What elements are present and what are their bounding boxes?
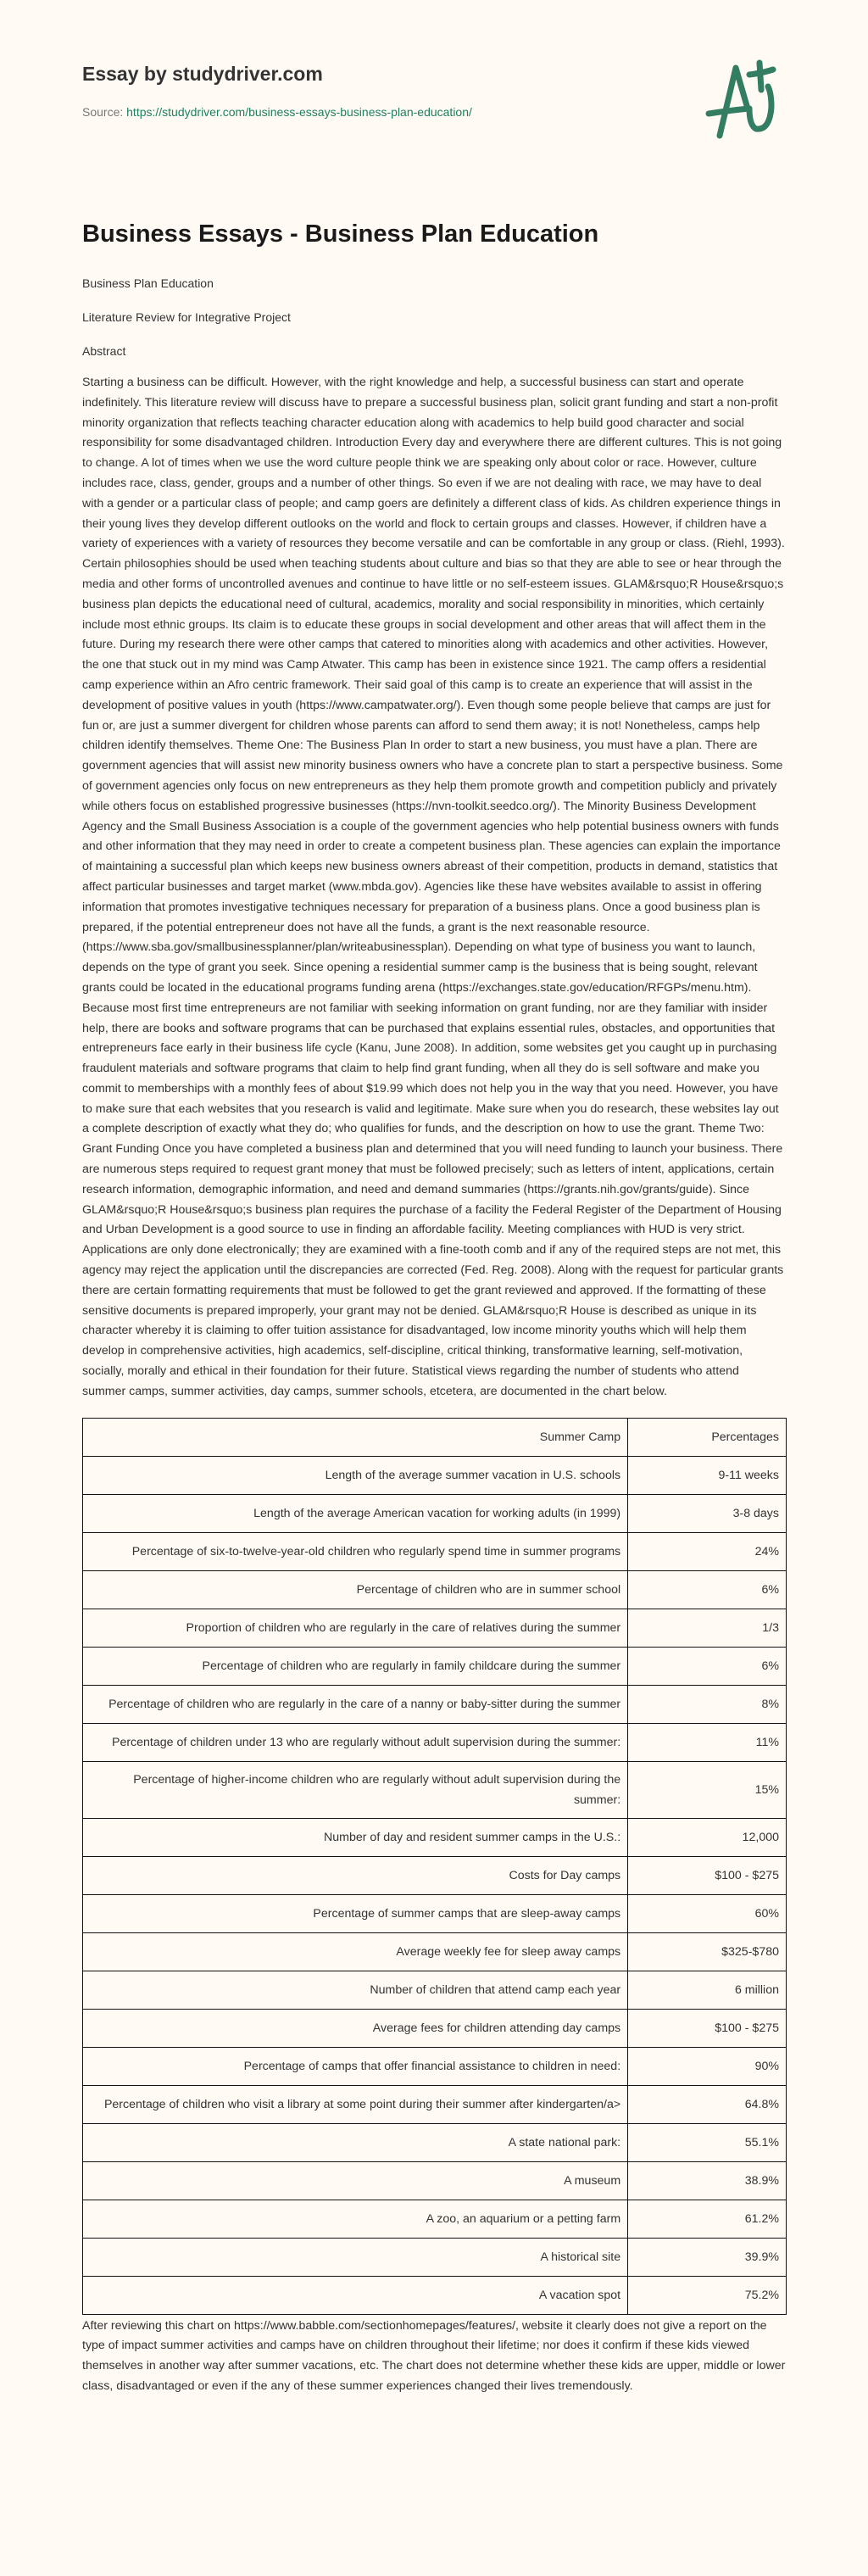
row-value: 61.2% <box>628 2200 787 2238</box>
essay-title: Business Essays - Business Plan Education <box>82 220 599 248</box>
abstract-heading: Abstract <box>82 344 126 358</box>
table-row <box>83 1456 787 1494</box>
row-label: Number of children that attend camp each year <box>83 1971 628 2009</box>
table-row <box>83 2238 787 2276</box>
row-value: 11% <box>628 1723 787 1761</box>
row-label: Percentage of children under 13 who are regularly without adult supervision during the summer: <box>83 1723 628 1761</box>
row-value: 8% <box>628 1685 787 1723</box>
row-value: 15% <box>628 1761 787 1818</box>
row-label: Percentage of higher-income children who are regularly without adult supervision during the summer: <box>83 1761 628 1818</box>
row-value: 90% <box>628 2047 787 2085</box>
table-header-cell: Summer Camp <box>83 1418 628 1456</box>
table-row <box>83 1761 787 1818</box>
table-row <box>83 1856 787 1894</box>
site-header <box>0 0 868 170</box>
row-label: A historical site <box>83 2238 628 2276</box>
row-label: A zoo, an aquarium or a petting farm <box>83 2200 628 2238</box>
table-row <box>83 2047 787 2085</box>
row-value: 6% <box>628 1647 787 1685</box>
row-value: $100 - $275 <box>628 1856 787 1894</box>
table-row <box>83 2009 787 2047</box>
row-label: Length of the average American vacation for working adults (in 1999) <box>83 1494 628 1532</box>
table-row <box>83 1818 787 1856</box>
table-row <box>83 1494 787 1532</box>
row-label: Average weekly fee for sleep away camps <box>83 1932 628 1971</box>
essay-subtitle: Literature Review for Integrative Project <box>82 310 291 324</box>
row-label: Percentage of summer camps that are sleep-away camps <box>83 1894 628 1932</box>
row-label: Number of day and resident summer camps in the U.S.: <box>83 1818 628 1856</box>
row-label: A vacation spot <box>83 2276 628 2314</box>
row-label: Percentage of children who are in summer school <box>83 1570 628 1609</box>
row-value: 38.9% <box>628 2161 787 2200</box>
table-row <box>83 2161 787 2200</box>
source-link[interactable]: https://studydriver.com/business-essays-business-plan-education/ <box>126 105 472 119</box>
table-row <box>83 1647 787 1685</box>
row-value: 24% <box>628 1532 787 1570</box>
row-label: A museum <box>83 2161 628 2200</box>
row-value: $325-$780 <box>628 1932 787 1971</box>
row-label: Percentage of camps that offer financial assistance to children in need: <box>83 2047 628 2085</box>
table-row <box>83 1723 787 1761</box>
table-row <box>83 2200 787 2238</box>
source-label: Source: <box>82 105 127 119</box>
row-label: Percentage of children who are regularly in the care of a nanny or baby-sitter during the summer <box>83 1685 628 1723</box>
row-label: Proportion of children who are regularly in the care of relatives during the summer <box>83 1609 628 1647</box>
table-row <box>83 1971 787 2009</box>
table-row <box>83 1894 787 1932</box>
row-value: 60% <box>628 1894 787 1932</box>
table-row <box>83 1570 787 1609</box>
table-row <box>83 1609 787 1647</box>
row-label: Percentage of children who visit a library at some point during their summer after kindergarten/a> <box>83 2085 628 2123</box>
row-value: 1/3 <box>628 1609 787 1647</box>
row-value: 6% <box>628 1570 787 1609</box>
row-value: 9-11 weeks <box>628 1456 787 1494</box>
row-value: 12,000 <box>628 1818 787 1856</box>
a-plus-grade-icon <box>697 58 798 142</box>
table-row <box>83 1932 787 1971</box>
row-label: Percentage of children who are regularly in family childcare during the summer <box>83 1647 628 1685</box>
essay-content <box>0 219 868 2397</box>
table-header-row <box>83 1418 787 1456</box>
table-row <box>83 2276 787 2314</box>
row-value: 39.9% <box>628 2238 787 2276</box>
essay-subtitle: Business Plan Education <box>82 276 214 290</box>
row-value: $100 - $275 <box>628 2009 787 2047</box>
row-label: Length of the average summer vacation in U.S. schools <box>83 1456 628 1494</box>
table-row <box>83 2085 787 2123</box>
table-row <box>83 1532 787 1570</box>
row-value: 6 million <box>628 1971 787 2009</box>
row-label: Average fees for children attending day camps <box>83 2009 628 2047</box>
row-value: 75.2% <box>628 2276 787 2314</box>
row-label: Costs for Day camps <box>83 1856 628 1894</box>
row-label: Percentage of six-to-twelve-year-old children who regularly spend time in summer programs <box>83 1532 628 1570</box>
table-row <box>83 1685 787 1723</box>
essay-body: Starting a business can be difficult. However, with the right knowledge and help, a successful business can start and operate indefinitely. This literature review will discuss have to prepare a successful business plan, solicit grant funding and start a non-profit minority organization that reflects teaching character education along with academics to help build good character and social responsibility for some disadvantaged children. Introduction Every day and everywhere there are different cultures. This is not going to change. A lot of times when we use the word culture people think we are speaking only about color or race. However, culture includes race, class, gender, groups and a number of other things. So even if we are not dealing with race, we may have to deal with a gender or a particular class of people; and camp goers are definitely a different class of kids. As children experience things in their young lives they develop different outlooks on the world and flock to certain groups and classes. However, if children have a variety of experiences with a variety of resources they become versatile and can be comfortable in any group or class. (Riehl, 1993). Certain philosophies should be used when teaching students about culture and bias so that they are able to see or hear through the media and other forms of uncontrolled avenues and continue to have little or no self-esteem issues. GLAM&rsquo;R House&rsquo;s business plan depicts the educational need of cultural, academics, morality and social responsibility in minorities, which certainly include most ethnic groups. Its claim is to educate these groups in social development and other areas that will affect them in the future. During my research there were other camps that catered to minorities along with academics and other activities. However, the one that stuck out in my mind was Camp Atwater. This camp has been in existence since 1921. The camp offers a residential camp experience within an Afro centric framework. Their said goal of this camp is to create an experience that will assist in the development of positive values in youth (https://www.campatwater.org/). Even though some people believe that camps are just for fun or, are just a summer divergent for children whose parents can afford to send them away; it is not! Nonetheless, camps help children identify themselves. Theme One: The Business Plan In order to start a new business, you must have a plan. There are government agencies that will assist new minority business owners who have a concrete plan to start a perspective business. Some of government agencies only focus on new entrepreneurs as they help them promote growth and competition publicly and privately while others focus on established progressive businesses (https://nvn-toolkit.seedco.org/). The Minority Business Development Agency and the Small Business Association is a couple of the government agencies who help potential business owners with funds and other information that they may need in order to create a competent business plan. These agencies can explain the importance of maintaining a successful plan which keeps new business owners abreast of their competition, products in demand, statistics that affect particular businesses and target market (www.mbda.gov). Agencies like these have websites available to assist in offering information that promotes investigative techniques necessary for preparation of a business plans. Once a good business plan is prepared, if the potential entrepreneur does not have all the funds, a grant is the next reasonable resource. (https://www.sba.gov/smallbusinessplanner/plan/writeabusinessplan). Depending on what type of business you want to launch, depends on the type of grant you seek. Since opening a residential summer camp is the business that is being sought, relevant grants could be located in the educational programs funding arena (https://exchanges.state.gov/education/RFGPs/menu.htm). Because most first time entrepreneurs are not familiar with seeking information on grant funding, nor are they familiar with insider help, there are books and software programs that can be purchased that explains essential rules, obstacles, and opportunities that entrepreneurs face early in their business life cycle (Kanu, June 2008). In addition, some websites get you caught up in purchasing fraudulent materials and software programs that claim to help find grant funding, when all they do is sell software and make you commit to memberships with a monthly fees of about $19.99 which does not help you in the way that you need. However, you have to make sure that each websites that you research is valid and legitimate. Make sure when you do research, these websites lay out a complete description of exactly what they do; who qualifies for funds, and the description on how to use the grant. Theme Two: Grant Funding Once you have completed a business plan and determined that you will need funding to launch your business. There are numerous steps required to request grant money that must be followed precisely; such as letters of intent, applications, certain research information, demographic information, and need and demand summaries (https://grants.nih.gov/grants/guide). Since GLAM&rsquo;R House&rsquo;s business plan requires the purchase of a facility the Federal Register of the Department of Housing and Urban Development is a good source to use in finding an affordable facility. Meeting compliances with HUD is very strict. Applications are only done electronically; they are examined with a fine-tooth comb and if any of the required steps are not met, this agency may reject the application until the discrepancies are corrected (Fed. Reg. 2008). Along with the request for particular grants there are certain formatting requirements that must be followed to get the grant reviewed and approved. If the formatting of these sensitive documents is prepared improperly, your grant may not be denied. GLAM&rsquo;R House is described as unique in its character whereby it is claiming to offer tuition assistance for disadvantaged, low income minority youths which will help them develop in comprehensive activities, high academics, self-discipline, critical thinking, transformative learning, self-motivation, socially, morally and ethical in their foundation for their future. Statistical views regarding the number of students who attend summer camps, summer activities, day camps, summer schools, etcetera, are documented in the chart below. <box>82 376 785 1398</box>
site-title: Essay by studydriver.com <box>82 63 323 85</box>
row-value: 55.1% <box>628 2123 787 2161</box>
row-value: 64.8% <box>628 2085 787 2123</box>
row-label: A state national park: <box>83 2123 628 2161</box>
closing-paragraph: After reviewing this chart on https://www.babble.com/sectionhomepages/features/, website it clearly does not give a report on the type of impact summer activities and camps have on children throughout their lifetime; nor does it confirm if these kids viewed themselves in another way after summer vacations, etc. The chart does not determine whether these kids are upper, middle or lower class, disadvantaged or even if the any of these summer experiences changed their lives tremendously. <box>82 2318 786 2394</box>
summer-camp-stats-table <box>82 1418 787 2315</box>
source-line <box>82 105 472 119</box>
table-header-cell: Percentages <box>628 1418 787 1456</box>
table-row <box>83 2123 787 2161</box>
row-value: 3-8 days <box>628 1494 787 1532</box>
